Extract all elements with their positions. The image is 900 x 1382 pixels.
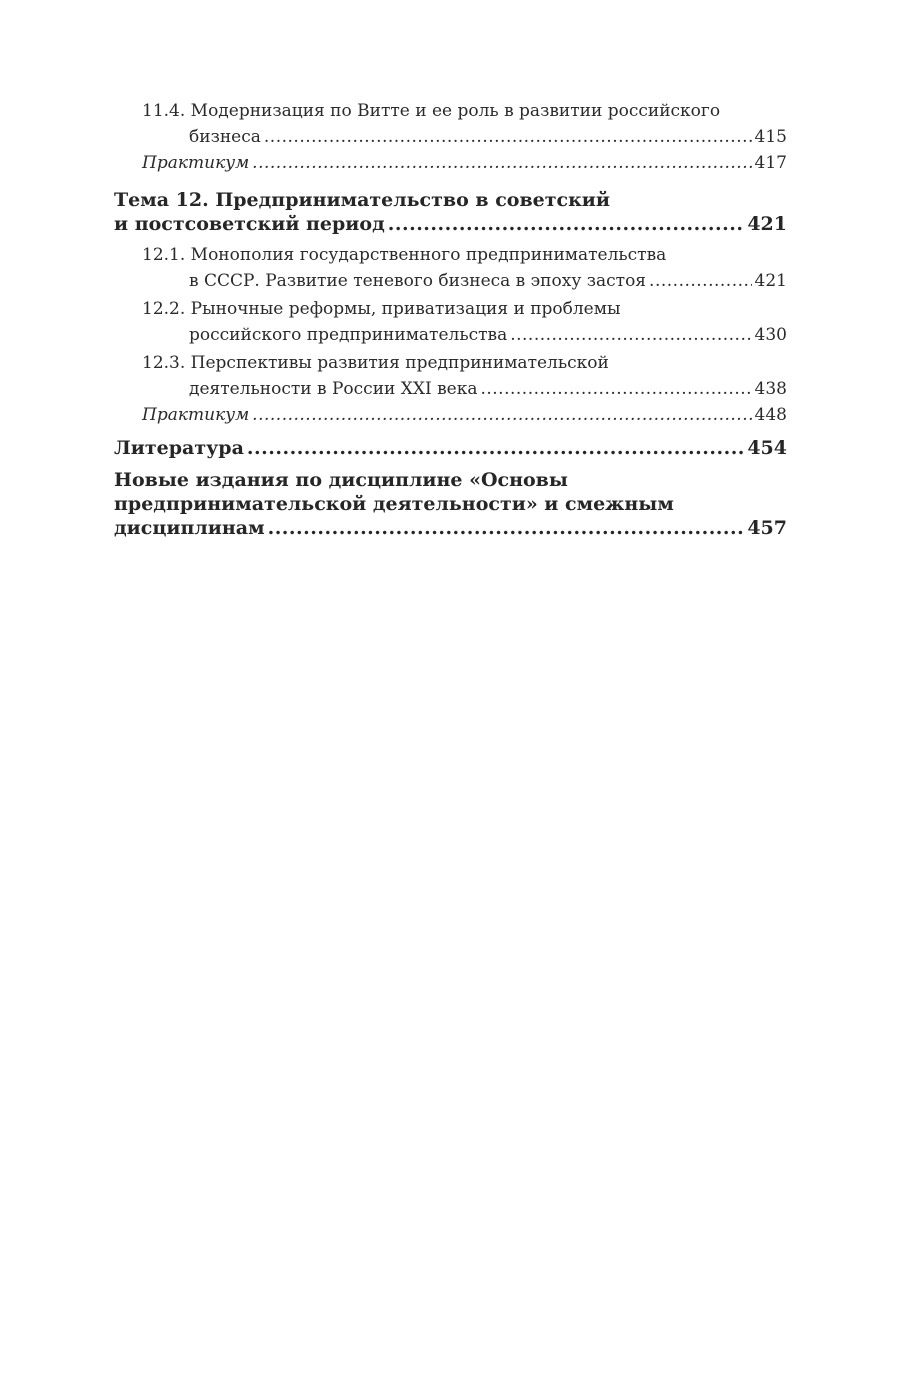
toc-entry-title: Практикум [142,153,250,173]
toc-page-number: 421 [754,271,787,291]
dot-leader [268,516,745,540]
toc-entry-literature[interactable] [114,436,787,460]
toc-page-number: 457 [747,517,787,539]
toc-entry-title: Новые издания по дисциплине «Основы [114,469,568,491]
toc-entry-line [142,296,787,322]
toc-entry-practicum-12[interactable] [114,402,787,428]
toc-entry-line [142,150,787,176]
dot-leader [252,150,751,176]
toc-page-number: 448 [754,405,787,425]
toc-entry-title: 11.4. Модернизация по Витте и ее роль в развитии российского [142,101,721,121]
toc-entry-12-1[interactable] [114,242,787,294]
dot-leader [480,376,751,402]
dot-leader [252,402,751,428]
toc-entry-line [114,492,787,516]
toc-entry-title-cont: российского предпринимательства [189,325,508,345]
toc-entry-title: 12.3. Перспективы развития предпринимательской [142,353,609,373]
toc-entry-title-cont: и постсоветский период [114,213,385,235]
toc-page-number: 454 [747,437,787,459]
toc-entry-title-cont: дисциплинам [114,517,265,539]
toc-entry-line [142,242,787,268]
toc-entry-title: 12.1. Монополия государственного предпринимательства [142,245,667,265]
dot-leader [649,268,752,294]
toc-entry-line [142,268,787,294]
toc-page-number: 430 [754,325,787,345]
dot-leader [510,322,751,348]
toc-entry-line [142,322,787,348]
toc-entry-title-cont: бизнеса [189,127,261,147]
toc-page-number: 421 [747,213,787,235]
toc-entry-line [114,516,787,540]
toc-entry-title: Практикум [142,405,250,425]
toc-entry-line [142,376,787,402]
table-of-contents [114,98,787,540]
toc-entry-title: 12.2. Рыночные реформы, приватизация и проблемы [142,299,621,319]
toc-entry-topic-12[interactable] [114,188,787,236]
toc-page-number: 417 [754,153,787,173]
toc-entry-12-2[interactable] [114,296,787,348]
dot-leader [388,212,745,236]
toc-entry-line [142,402,787,428]
toc-entry-title-cont: предпринимательской деятельности» и смежным [114,493,674,515]
toc-entry-line [114,436,787,460]
dot-leader [264,124,752,150]
toc-entry-line [114,212,787,236]
dot-leader [247,436,744,460]
toc-entry-12-3[interactable] [114,350,787,402]
toc-entry-line [114,188,787,212]
toc-entry-line [142,350,787,376]
toc-entry-11-4[interactable] [114,98,787,150]
toc-entry-title-cont: деятельности в России XXI века [189,379,478,399]
toc-entry-new-editions[interactable] [114,468,787,540]
toc-entry-line [142,98,787,124]
toc-entry-line [142,124,787,150]
toc-entry-title: Литература [114,437,244,459]
toc-entry-title: Тема 12. Предпринимательство в советский [114,189,610,211]
toc-entry-title-cont: в СССР. Развитие теневого бизнеса в эпоху застоя [189,271,647,291]
toc-page-number: 438 [754,379,787,399]
toc-entry-line [114,468,787,492]
toc-entry-practicum-11[interactable] [114,150,787,176]
toc-page-number: 415 [754,127,787,147]
